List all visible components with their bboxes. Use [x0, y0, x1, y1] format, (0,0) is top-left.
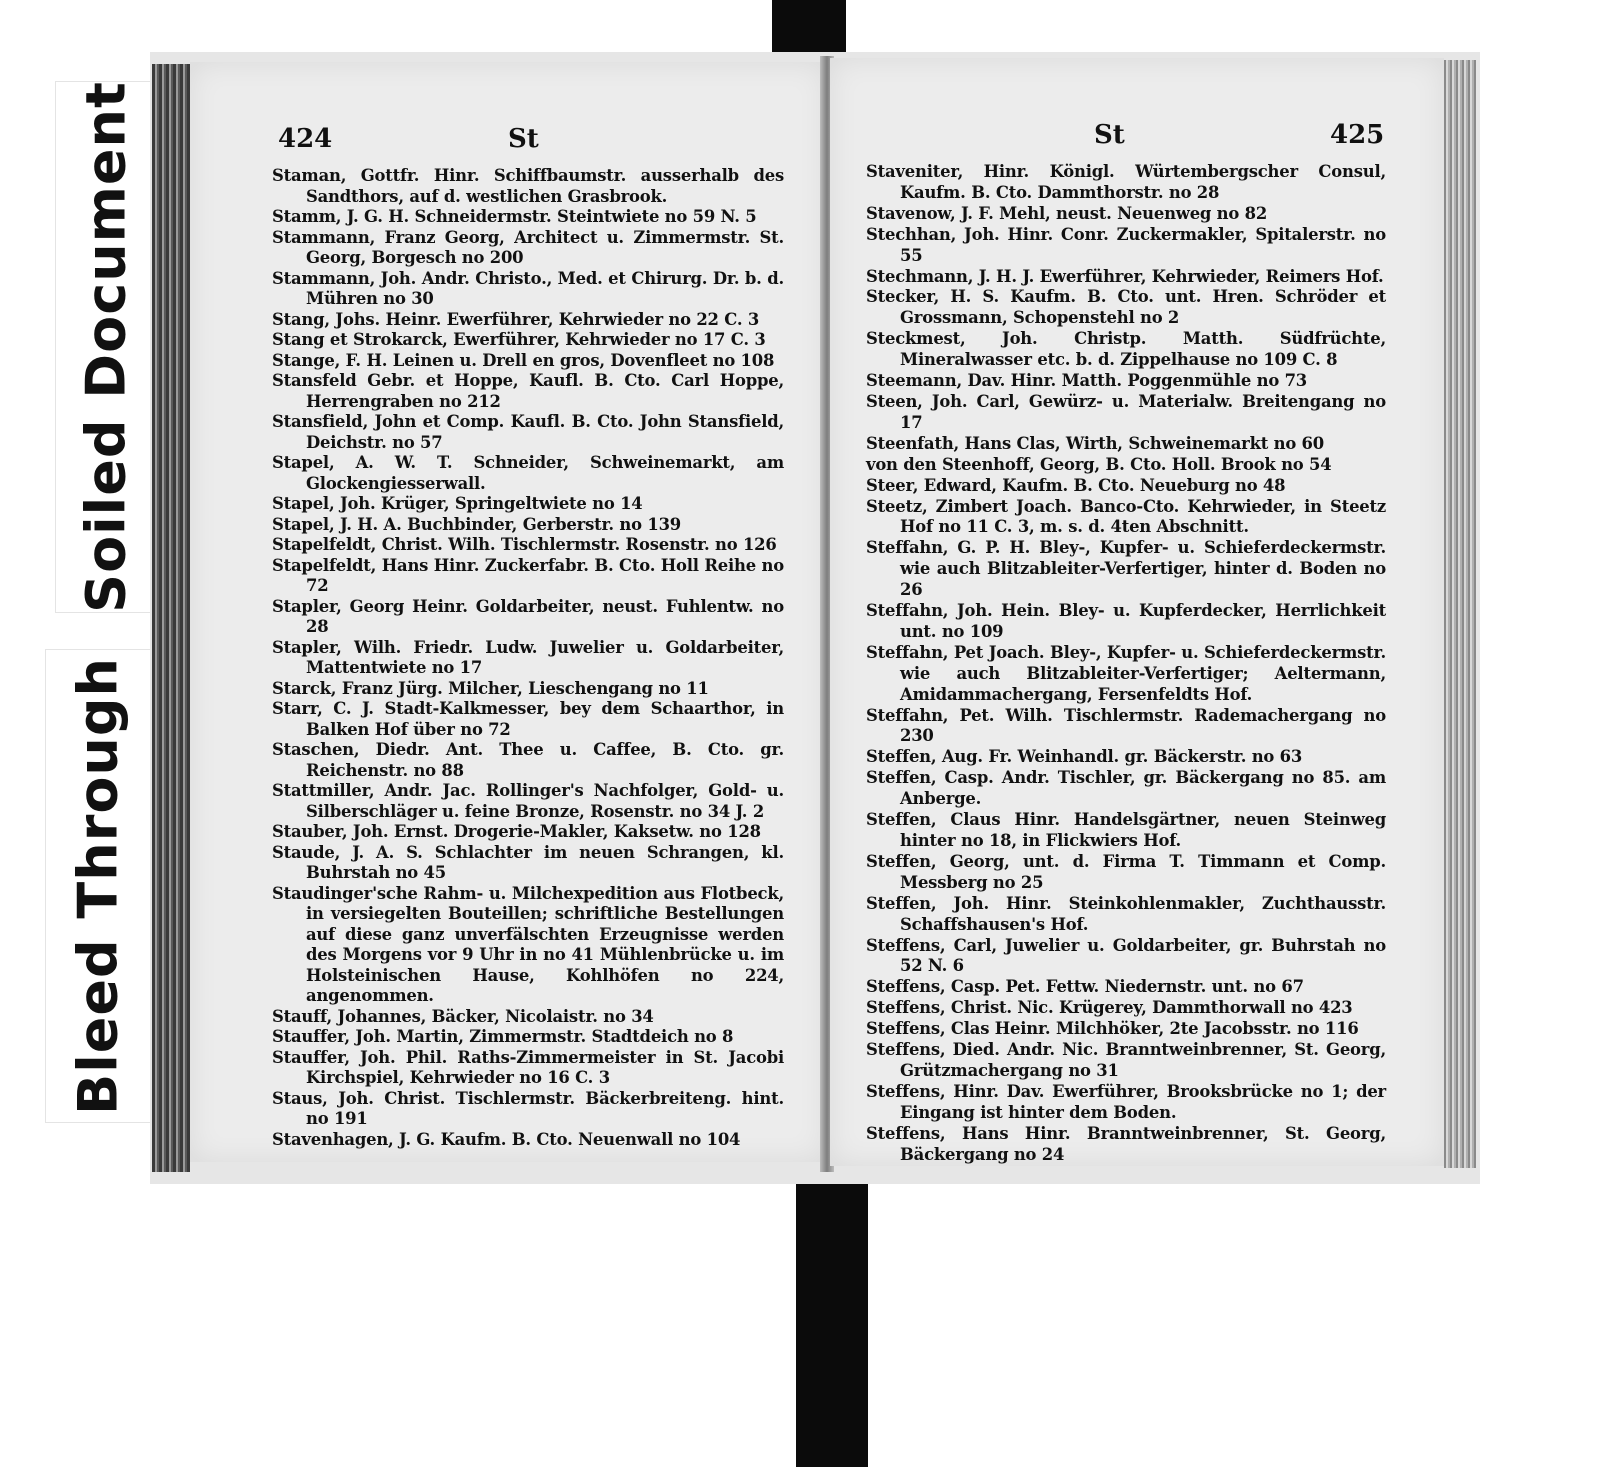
- directory-entry: Stansfeld Gebr. et Hoppe, Kaufl. B. Cto. Carl Hoppe, Herrengraben no 212: [272, 371, 784, 411]
- directory-entry: Steetz, Zimbert Joach. Banco-Cto. Kehrwieder, in Steetz Hof no 11 C. 3, m. s. d. 4ten Abschnitt.: [866, 496, 1386, 537]
- directory-entry: Stange, F. H. Leinen u. Drell en gros, Dovenfleet no 108: [272, 350, 775, 370]
- directory-entry: Staschen, Diedr. Ant. Thee u. Caffee, B. Cto. gr. Reichenstr. no 88: [272, 740, 784, 780]
- soiled-document-label: Soiled Document: [56, 82, 156, 612]
- directory-entry: Stauffer, Joh. Martin, Zimmermstr. Stadtdeich no 8: [272, 1027, 734, 1046]
- directory-entry: Stauffer, Joh. Phil. Raths-Zimmermeister in St. Jacobi Kirchspiel, Kehrwieder no 16 C. 3: [272, 1047, 784, 1087]
- directory-entry: Stechmann, J. H. J. Ewerführer, Kehrwieder, Reimers Hof.: [866, 266, 1384, 286]
- right-page: [830, 58, 1444, 1166]
- directory-entry: Steemann, Dav. Hinr. Matth. Poggenmühle no 73: [866, 371, 1307, 391]
- directory-entry: Steffens, Christ. Nic. Krügerey, Dammthorwall no 423: [866, 998, 1353, 1018]
- left-page: [190, 62, 826, 1162]
- directory-entry: Starr, C. J. Stadt-Kalkmesser, bey dem Schaarthor, in Balken Hof über no 72: [272, 699, 784, 739]
- directory-entry: Staus, Joh. Christ. Tischlermstr. Bäckerbreiteng. hint. no 191: [272, 1088, 784, 1128]
- directory-entry: Steffens, Clas Heinr. Milchhöker, 2te Jacobsstr. no 116: [866, 1019, 1359, 1039]
- left-page-number: 424: [278, 124, 333, 154]
- directory-entry: Stammann, Joh. Andr. Christo., Med. et Chirurg. Dr. b. d. Mühren no 30: [272, 268, 784, 308]
- directory-entry: Stauber, Joh. Ernst. Drogerie-Makler, Kaksetw. no 128: [272, 822, 761, 841]
- directory-entry: Stapel, J. H. A. Buchbinder, Gerberstr. no 139: [272, 514, 681, 534]
- directory-entry: Stavenow, J. F. Mehl, neust. Neuenweg no 82: [866, 203, 1268, 223]
- directory-entry: Stang, Johs. Heinr. Ewerführer, Kehrwieder no 22 C. 3: [272, 309, 760, 329]
- directory-entry: Steffahn, G. P. H. Bley-, Kupfer- u. Schieferdeckermstr. wie auch Blitzableiter-Verfertiger, hinter d. Boden no 26: [866, 538, 1386, 600]
- directory-entry: Stechhan, Joh. Hinr. Conr. Zuckermakler, Spitalerstr. no 55: [866, 224, 1386, 265]
- directory-entry: Stapler, Georg Heinr. Goldarbeiter, neust. Fuhlentw. no 28: [272, 596, 784, 636]
- directory-entry: Steffens, Hinr. Dav. Ewerführer, Brooksbrücke no 1; der Eingang ist hinter dem Boden.: [866, 1081, 1386, 1122]
- directory-entry: Steffen, Joh. Hinr. Steinkohlenmakler, Zuchthausstr. Schaffshausen's Hof.: [866, 893, 1386, 934]
- directory-entry: Steer, Edward, Kaufm. B. Cto. Neueburg no 48: [866, 475, 1286, 495]
- directory-entry: Stapelfeldt, Hans Hinr. Zuckerfabr. B. Cto. Holl Reihe no 72: [272, 555, 784, 595]
- directory-entry: Stauff, Johannes, Bäcker, Nicolaistr. no 34: [272, 1006, 654, 1026]
- book-edge-left: [152, 64, 190, 1172]
- directory-entry: Stang et Strokarck, Ewerführer, Kehrwieder no 17 C. 3: [272, 330, 766, 349]
- bleed-through-label: Bleed Through: [46, 650, 150, 1122]
- directory-entry: Stattmiller, Andr. Jac. Rollinger's Nachfolger, Gold- u. Silberschläger u. feine Bronze, Rosenstr. no 34 J. 2: [272, 781, 784, 821]
- directory-entry: Steffahn, Joh. Hein. Bley- u. Kupferdecker, Herrlichkeit unt. no 109: [866, 601, 1386, 641]
- directory-entry: Stecker, H. S. Kaufm. B. Cto. unt. Hren. Schröder et Grossmann, Schopenstehl no 2: [866, 287, 1386, 328]
- directory-entry: Steffahn, Pet Joach. Bley-, Kupfer- u. Schieferdeckermstr. wie auch Blitzableiter-Verfertiger; Aeltermann, Amidammachergang, Fersenfeldts Hof.: [866, 642, 1386, 704]
- left-page-entries: [272, 166, 784, 1150]
- directory-entry: Steenfath, Hans Clas, Wirth, Schweinemarkt no 60: [866, 433, 1324, 453]
- directory-entry: Staudinger'sche Rahm- u. Milchexpedition aus Flotbeck, in versiegelten Bouteillen; schriftliche Bestellungen auf diese ganz unverfälschten Erzeugnisse werden des Morgens vor 9 Uhr in no 41 Mühlenbrücke u. im Holsteinischen Hause, Kohlhöfen no 224, angenommen.: [272, 883, 784, 1005]
- directory-entry: Steffen, Claus Hinr. Handelsgärtner, neuen Steinweg hinter no 18, in Flickwiers Hof.: [866, 810, 1386, 850]
- right-page-number: 425: [1330, 120, 1385, 150]
- directory-entry: von den Steenhoff, Georg, B. Cto. Holl. Brook no 54: [866, 454, 1332, 474]
- directory-entry: Stammann, Franz Georg, Architect u. Zimmermstr. St. Georg, Borgesch no 200: [272, 227, 784, 267]
- directory-entry: Stapelfeldt, Christ. Wilh. Tischlermstr. Rosenstr. no 126: [272, 535, 777, 554]
- directory-entry: Stapel, A. W. T. Schneider, Schweinemarkt, am Glockengiesserwall.: [272, 453, 784, 493]
- right-page-header: St: [1094, 120, 1125, 150]
- directory-entry: Starck, Franz Jürg. Milcher, Lieschengang no 11: [272, 678, 709, 698]
- directory-entry: Stamm, J. G. H. Schneidermstr. Steintwiete no 59 N. 5: [272, 207, 757, 226]
- directory-entry: Stansfield, John et Comp. Kaufl. B. Cto. John Stansfield, Deichstr. no 57: [272, 412, 784, 452]
- directory-entry: Staveniter, Hinr. Königl. Würtembergscher Consul, Kaufm. B. Cto. Dammthorstr. no 28: [866, 162, 1386, 202]
- directory-entry: Steffen, Georg, unt. d. Firma T. Timmann et Comp. Messberg no 25: [866, 851, 1386, 892]
- directory-entry: Steen, Joh. Carl, Gewürz- u. Materialw. Breitengang no 17: [866, 391, 1386, 432]
- directory-entry: Steffens, Casp. Pet. Fettw. Niedernstr. unt. no 67: [866, 977, 1304, 997]
- book-edge-right: [1444, 60, 1476, 1168]
- directory-entry: Steffen, Casp. Andr. Tischler, gr. Bäckergang no 85. am Anberge.: [866, 768, 1386, 809]
- directory-entry: Staman, Gottfr. Hinr. Schiffbaumstr. ausserhalb des Sandthors, auf d. westlichen Grasbrook.: [272, 166, 784, 206]
- directory-entry: Steckmest, Joh. Christp. Matth. Südfrüchte, Mineralwasser etc. b. d. Zippelhause no 109 C. 8: [866, 329, 1386, 370]
- left-page-header: St: [508, 124, 539, 154]
- directory-entry: Stapel, Joh. Krüger, Springeltwiete no 14: [272, 494, 643, 513]
- directory-entry: Steffen, Aug. Fr. Weinhandl. gr. Bäckerstr. no 63: [866, 747, 1303, 767]
- directory-entry: Staude, J. A. S. Schlachter im neuen Schrangen, kl. Buhrstah no 45: [272, 842, 784, 882]
- directory-entry: Steffahn, Pet. Wilh. Tischlermstr. Rademachergang no 230: [866, 705, 1386, 746]
- directory-entry: Steffens, Carl, Juwelier u. Goldarbeiter, gr. Buhrstah no 52 N. 6: [866, 935, 1386, 976]
- ribbon-bottom: [796, 1170, 868, 1467]
- directory-entry: Stapler, Wilh. Friedr. Ludw. Juwelier u. Goldarbeiter, Mattentwiete no 17: [272, 637, 784, 677]
- directory-entry: Steffens, Hans Hinr. Branntweinbrenner, St. Georg, Bäckergang no 24: [866, 1123, 1386, 1164]
- right-page-entries: [866, 162, 1386, 1166]
- directory-entry: Stavenhagen, J. G. Kaufm. B. Cto. Neuenwall no 104: [272, 1129, 741, 1149]
- directory-entry: Steffens, Died. Andr. Nic. Branntweinbrenner, St. Georg, Grützmachergang no 31: [866, 1040, 1386, 1080]
